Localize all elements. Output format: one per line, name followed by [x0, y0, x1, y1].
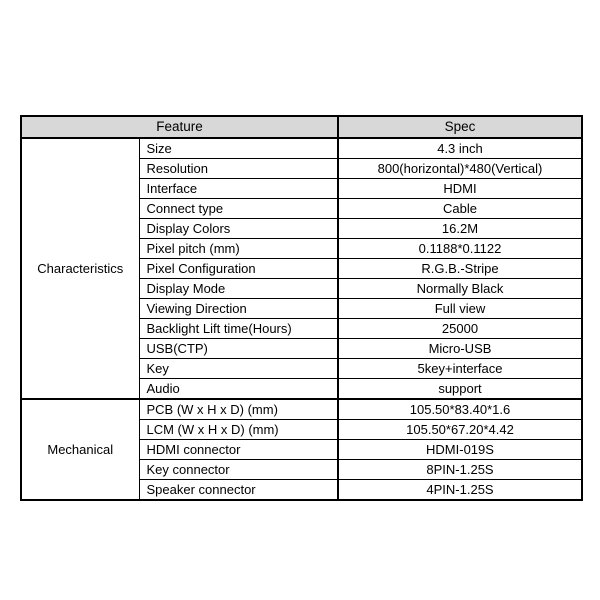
header-row: [21, 116, 582, 138]
spec-cell: HDMI-019S: [338, 440, 582, 460]
feature-cell: Display Colors: [139, 219, 338, 239]
spec-cell: 8PIN-1.25S: [338, 460, 582, 480]
spec-cell: Cable: [338, 199, 582, 219]
spec-table-container: [20, 115, 581, 501]
feature-cell: Pixel pitch (mm): [139, 239, 338, 259]
group-cell-characteristics: Characteristics: [21, 138, 139, 399]
spec-cell: 16.2M: [338, 219, 582, 239]
spec-cell: 800(horizontal)*480(Vertical): [338, 159, 582, 179]
group-cell-mechanical: Mechanical: [21, 399, 139, 500]
feature-cell: Size: [139, 138, 338, 159]
spec-cell: 4PIN-1.25S: [338, 480, 582, 501]
table-body: [21, 138, 582, 500]
feature-cell: Key: [139, 359, 338, 379]
feature-cell: Connect type: [139, 199, 338, 219]
spec-cell: R.G.B.-Stripe: [338, 259, 582, 279]
table-row: [21, 138, 582, 159]
feature-cell: Interface: [139, 179, 338, 199]
spec-cell: Normally Black: [338, 279, 582, 299]
spec-cell: 105.50*67.20*4.42: [338, 420, 582, 440]
feature-cell: Speaker connector: [139, 480, 338, 501]
spec-cell: Full view: [338, 299, 582, 319]
spec-table: [20, 115, 583, 501]
feature-cell: Backlight Lift time(Hours): [139, 319, 338, 339]
feature-cell: Display Mode: [139, 279, 338, 299]
feature-cell: Key connector: [139, 460, 338, 480]
spec-cell: 4.3 inch: [338, 138, 582, 159]
spec-cell: 105.50*83.40*1.6: [338, 399, 582, 420]
spec-cell: 5key+interface: [338, 359, 582, 379]
feature-cell: HDMI connector: [139, 440, 338, 460]
feature-cell: LCM (W x H x D) (mm): [139, 420, 338, 440]
spec-cell: 25000: [338, 319, 582, 339]
feature-cell: Audio: [139, 379, 338, 400]
spec-column-header: Spec: [338, 116, 582, 138]
feature-cell: PCB (W x H x D) (mm): [139, 399, 338, 420]
feature-column-header: Feature: [21, 116, 338, 138]
spec-cell: HDMI: [338, 179, 582, 199]
spec-cell: 0.1188*0.1122: [338, 239, 582, 259]
feature-cell: USB(CTP): [139, 339, 338, 359]
feature-cell: Viewing Direction: [139, 299, 338, 319]
table-header: [21, 116, 582, 138]
table-row: [21, 399, 582, 420]
feature-cell: Resolution: [139, 159, 338, 179]
feature-cell: Pixel Configuration: [139, 259, 338, 279]
spec-cell: support: [338, 379, 582, 400]
spec-cell: Micro-USB: [338, 339, 582, 359]
